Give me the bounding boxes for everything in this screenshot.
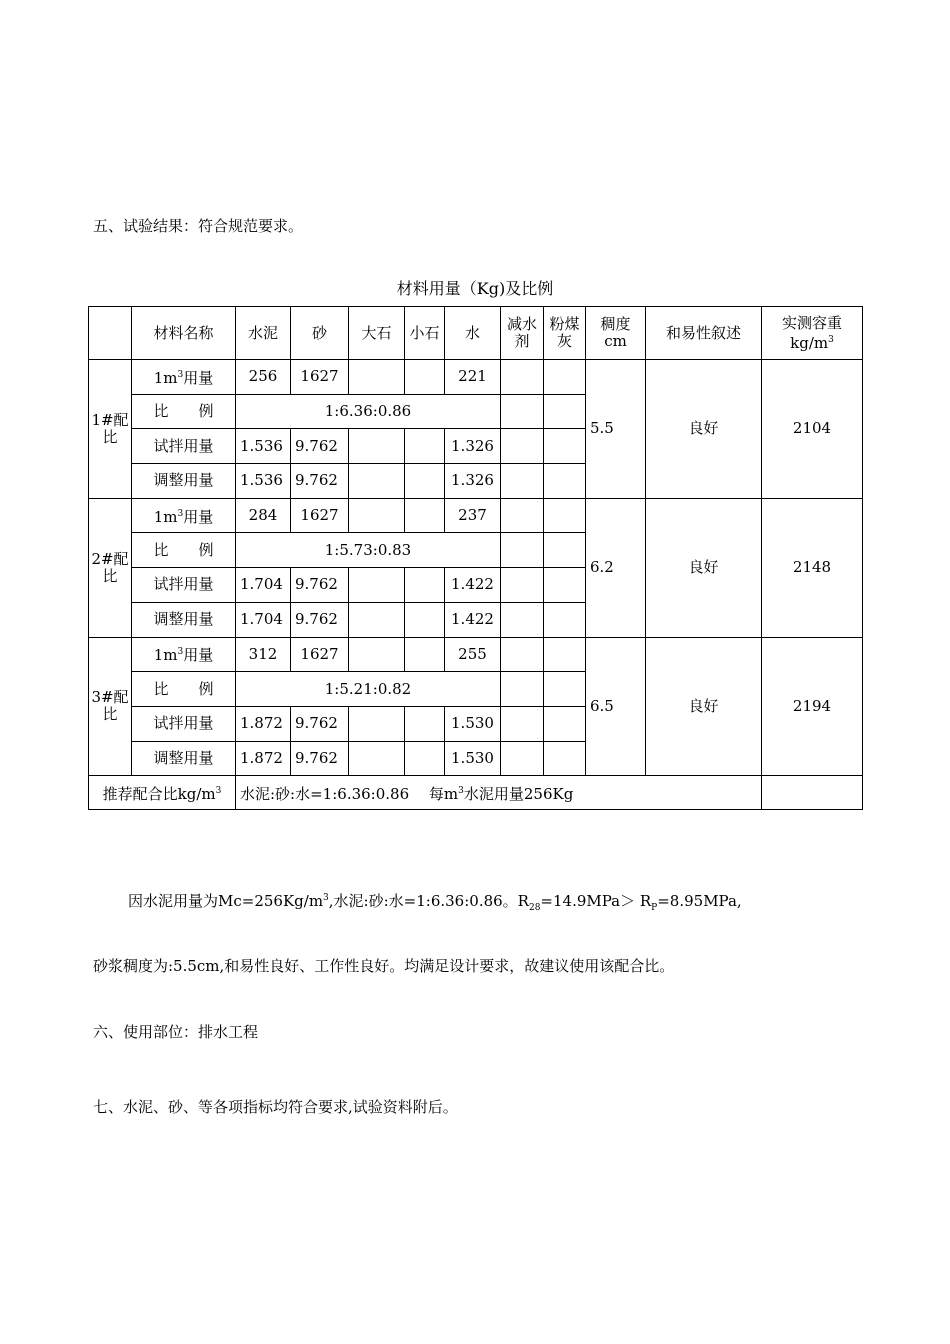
water-value: 255 xyxy=(445,637,501,672)
water-value: 1.326 xyxy=(445,464,501,499)
reducer-value xyxy=(501,706,544,741)
density-value: 2104 xyxy=(762,360,863,499)
mix-label: 1#配 比 xyxy=(89,360,132,499)
reducer-value xyxy=(501,672,544,707)
reducer-value xyxy=(501,602,544,637)
water-value: 1.422 xyxy=(445,602,501,637)
section-5-result: 五、试验结果：符合规范要求。 xyxy=(93,217,304,235)
reducer-value xyxy=(501,394,544,429)
cement-value: 1.872 xyxy=(236,706,291,741)
density-value: 2148 xyxy=(762,498,863,637)
row-label-ratio: 比 例 xyxy=(132,672,236,707)
water-value: 1.530 xyxy=(445,741,501,776)
water-value: 1.530 xyxy=(445,706,501,741)
header-large-stone: 大石 xyxy=(349,307,405,360)
large-stone-value xyxy=(349,464,405,499)
fly-ash-value xyxy=(544,429,586,464)
density-value: 2194 xyxy=(762,637,863,776)
sand-value: 9.762 xyxy=(291,464,349,499)
small-stone-value xyxy=(405,706,445,741)
header-sand: 砂 xyxy=(291,307,349,360)
water-value: 237 xyxy=(445,498,501,533)
small-stone-value xyxy=(405,568,445,603)
cement-value: 1.536 xyxy=(236,429,291,464)
large-stone-value xyxy=(349,568,405,603)
ratio-value: 1:6.36:0.86 xyxy=(236,394,501,429)
water-value: 1.422 xyxy=(445,568,501,603)
fly-ash-value xyxy=(544,360,586,395)
fly-ash-value xyxy=(544,498,586,533)
sand-value: 9.762 xyxy=(291,741,349,776)
table-row xyxy=(89,360,863,395)
recommended-value: 水泥:砂:水=1:6.36:0.86 每$m^3$水泥用量256Kg xyxy=(236,776,762,810)
header-cement: 水泥 xyxy=(236,307,291,360)
fly-ash-value xyxy=(544,672,586,707)
row-label-ratio: 比 例 xyxy=(132,533,236,568)
row-label-adjusted: 调整用量 xyxy=(132,464,236,499)
small-stone-value xyxy=(405,429,445,464)
consistency-value: 6.2 xyxy=(586,498,646,637)
fly-ash-value xyxy=(544,464,586,499)
fly-ash-value xyxy=(544,706,586,741)
fly-ash-value xyxy=(544,394,586,429)
header-fly-ash: 粉煤 灰 xyxy=(544,307,586,360)
cement-value: 1.872 xyxy=(236,741,291,776)
small-stone-value xyxy=(405,741,445,776)
reducer-value xyxy=(501,360,544,395)
header-small-stone: 小石 xyxy=(405,307,445,360)
cement-value: 312 xyxy=(236,637,291,672)
row-label-adjusted: 调整用量 xyxy=(132,741,236,776)
small-stone-value xyxy=(405,637,445,672)
reducer-value xyxy=(501,464,544,499)
large-stone-value xyxy=(349,741,405,776)
row-label-trial: 试拌用量 xyxy=(132,706,236,741)
large-stone-value xyxy=(349,602,405,637)
mix-label: 3#配 比 xyxy=(89,637,132,776)
fly-ash-value xyxy=(544,568,586,603)
header-density: 实测容重 $kg/m^3$ xyxy=(762,307,863,360)
section-7-materials: 七、水泥、砂、等各项指标均符合要求,试验资料附后。 xyxy=(93,1098,458,1116)
row-label-per-m3: $1m^3$用量 xyxy=(132,637,236,672)
fly-ash-value xyxy=(544,533,586,568)
large-stone-value xyxy=(349,637,405,672)
fly-ash-value xyxy=(544,602,586,637)
header-material-name: 材料名称 xyxy=(132,307,236,360)
large-stone-value xyxy=(349,360,405,395)
row-label-ratio: 比 例 xyxy=(132,394,236,429)
fly-ash-value xyxy=(544,741,586,776)
cement-value: 1.704 xyxy=(236,568,291,603)
reducer-value xyxy=(501,498,544,533)
recommended-label: 推荐配合比$kg/m^3$ xyxy=(89,776,236,810)
cement-value: 1.536 xyxy=(236,464,291,499)
recommended-blank xyxy=(762,776,863,810)
small-stone-value xyxy=(405,464,445,499)
sand-value: 9.762 xyxy=(291,706,349,741)
header-blank xyxy=(89,307,132,360)
cement-value: 284 xyxy=(236,498,291,533)
cement-value: 1.704 xyxy=(236,602,291,637)
header-reducer: 减水 剂 xyxy=(501,307,544,360)
ratio-value: 1:5.73:0.83 xyxy=(236,533,501,568)
small-stone-value xyxy=(405,360,445,395)
reducer-value xyxy=(501,637,544,672)
large-stone-value xyxy=(349,498,405,533)
fly-ash-value xyxy=(544,637,586,672)
sand-value: 9.762 xyxy=(291,568,349,603)
header-water: 水 xyxy=(445,307,501,360)
large-stone-value xyxy=(349,706,405,741)
ratio-value: 1:5.21:0.82 xyxy=(236,672,501,707)
consistency-value: 5.5 xyxy=(586,360,646,499)
sand-value: 1627 xyxy=(291,360,349,395)
workability-value: 良好 xyxy=(646,360,762,499)
reducer-value xyxy=(501,429,544,464)
row-label-trial: 试拌用量 xyxy=(132,429,236,464)
table-caption: 材料用量（Kg)及比例 xyxy=(396,279,554,298)
table-header-row xyxy=(89,307,863,360)
water-value: 1.326 xyxy=(445,429,501,464)
header-workability: 和易性叙述 xyxy=(646,307,762,360)
section-6-usage: 六、使用部位：排水工程 xyxy=(93,1023,259,1041)
water-value: 221 xyxy=(445,360,501,395)
mix-ratio-table xyxy=(88,306,863,810)
sand-value: 9.762 xyxy=(291,602,349,637)
row-label-trial: 试拌用量 xyxy=(132,568,236,603)
reducer-value xyxy=(501,568,544,603)
workability-value: 良好 xyxy=(646,637,762,776)
large-stone-value xyxy=(349,429,405,464)
recommended-row xyxy=(89,776,863,810)
cement-value: 256 xyxy=(236,360,291,395)
workability-value: 良好 xyxy=(646,498,762,637)
row-label-per-m3: $1m^3$用量 xyxy=(132,498,236,533)
conclusion-line-1: 因水泥用量为$Mc=256Kg/m^3$,水泥:砂:水=1:6.36:0.86。$R_{28}=14.9MPa> R_P=8.95MPa$, xyxy=(128,892,742,913)
row-label-adjusted: 调整用量 xyxy=(132,602,236,637)
row-label-per-m3: $1m^3$用量 xyxy=(132,360,236,395)
small-stone-value xyxy=(405,602,445,637)
table-row xyxy=(89,637,863,672)
sand-value: 9.762 xyxy=(291,429,349,464)
conclusion-line-2: 砂浆稠度为:5.5cm,和易性良好、工作性良好。均满足设计要求，故建议使用该配合比。 xyxy=(93,957,675,975)
sand-value: 1627 xyxy=(291,498,349,533)
reducer-value xyxy=(501,533,544,568)
mix-label: 2#配 比 xyxy=(89,498,132,637)
sand-value: 1627 xyxy=(291,637,349,672)
header-consistency: 稠度 cm xyxy=(586,307,646,360)
reducer-value xyxy=(501,741,544,776)
consistency-value: 6.5 xyxy=(586,637,646,776)
small-stone-value xyxy=(405,498,445,533)
table-row xyxy=(89,498,863,533)
